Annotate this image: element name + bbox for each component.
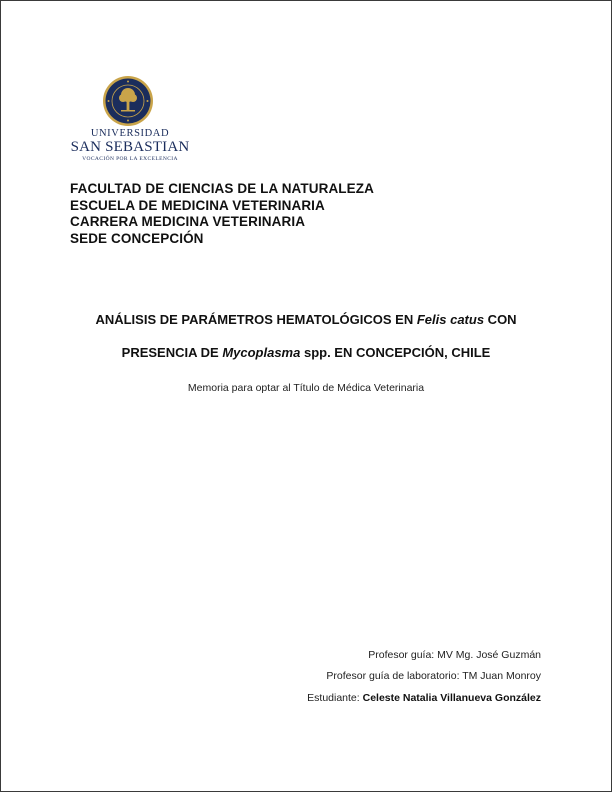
student-name: Celeste Natalia Villanueva González [362,692,541,704]
student-line [307,692,541,704]
tree-seal-icon [102,75,154,127]
title-text: ANÁLISIS DE PARÁMETROS HEMATOLÓGICOS EN [95,312,417,327]
logo-university-text: UNIVERSIDAD [90,128,170,139]
title-text: spp. EN CONCEPCIÓN, CHILE [300,345,491,360]
student-label: Estudiante: [307,692,363,704]
lab-label: Profesor guía de laboratorio: [326,670,463,682]
university-logo [70,70,190,166]
thesis-title-line-1 [0,312,612,327]
thesis-subtitle: Memoria para optar al Título de Médica Veterinaria [187,382,425,394]
lab-name: TM Juan Monroy [462,670,541,682]
lab-professor-line [326,670,541,682]
faculty-block [70,181,374,247]
thesis-title-line-2 [0,345,612,360]
career-name: CARRERA MEDICINA VETERINARIA [70,214,306,229]
title-species-italic: Felis catus [416,312,485,327]
faculty-name: FACULTAD DE CIENCIAS DE LA NATURALEZA [70,181,374,196]
campus-name: SEDE CONCEPCIÓN [70,230,204,246]
school-name: ESCUELA DE MEDICINA VETERINARIA [70,197,325,213]
guide-professor-line [368,649,541,661]
title-text: CON [484,312,517,327]
logo-name-text: SAN SEBASTIAN [70,139,190,155]
title-text: PRESENCIA DE [121,345,223,360]
title-genus-italic: Mycoplasma [222,345,301,360]
guide-label: Profesor guía: [368,649,438,661]
logo-motto-text: VOCACIÓN POR LA EXCELENCIA [82,156,178,162]
guide-name: MV Mg. José Guzmán [437,649,541,661]
